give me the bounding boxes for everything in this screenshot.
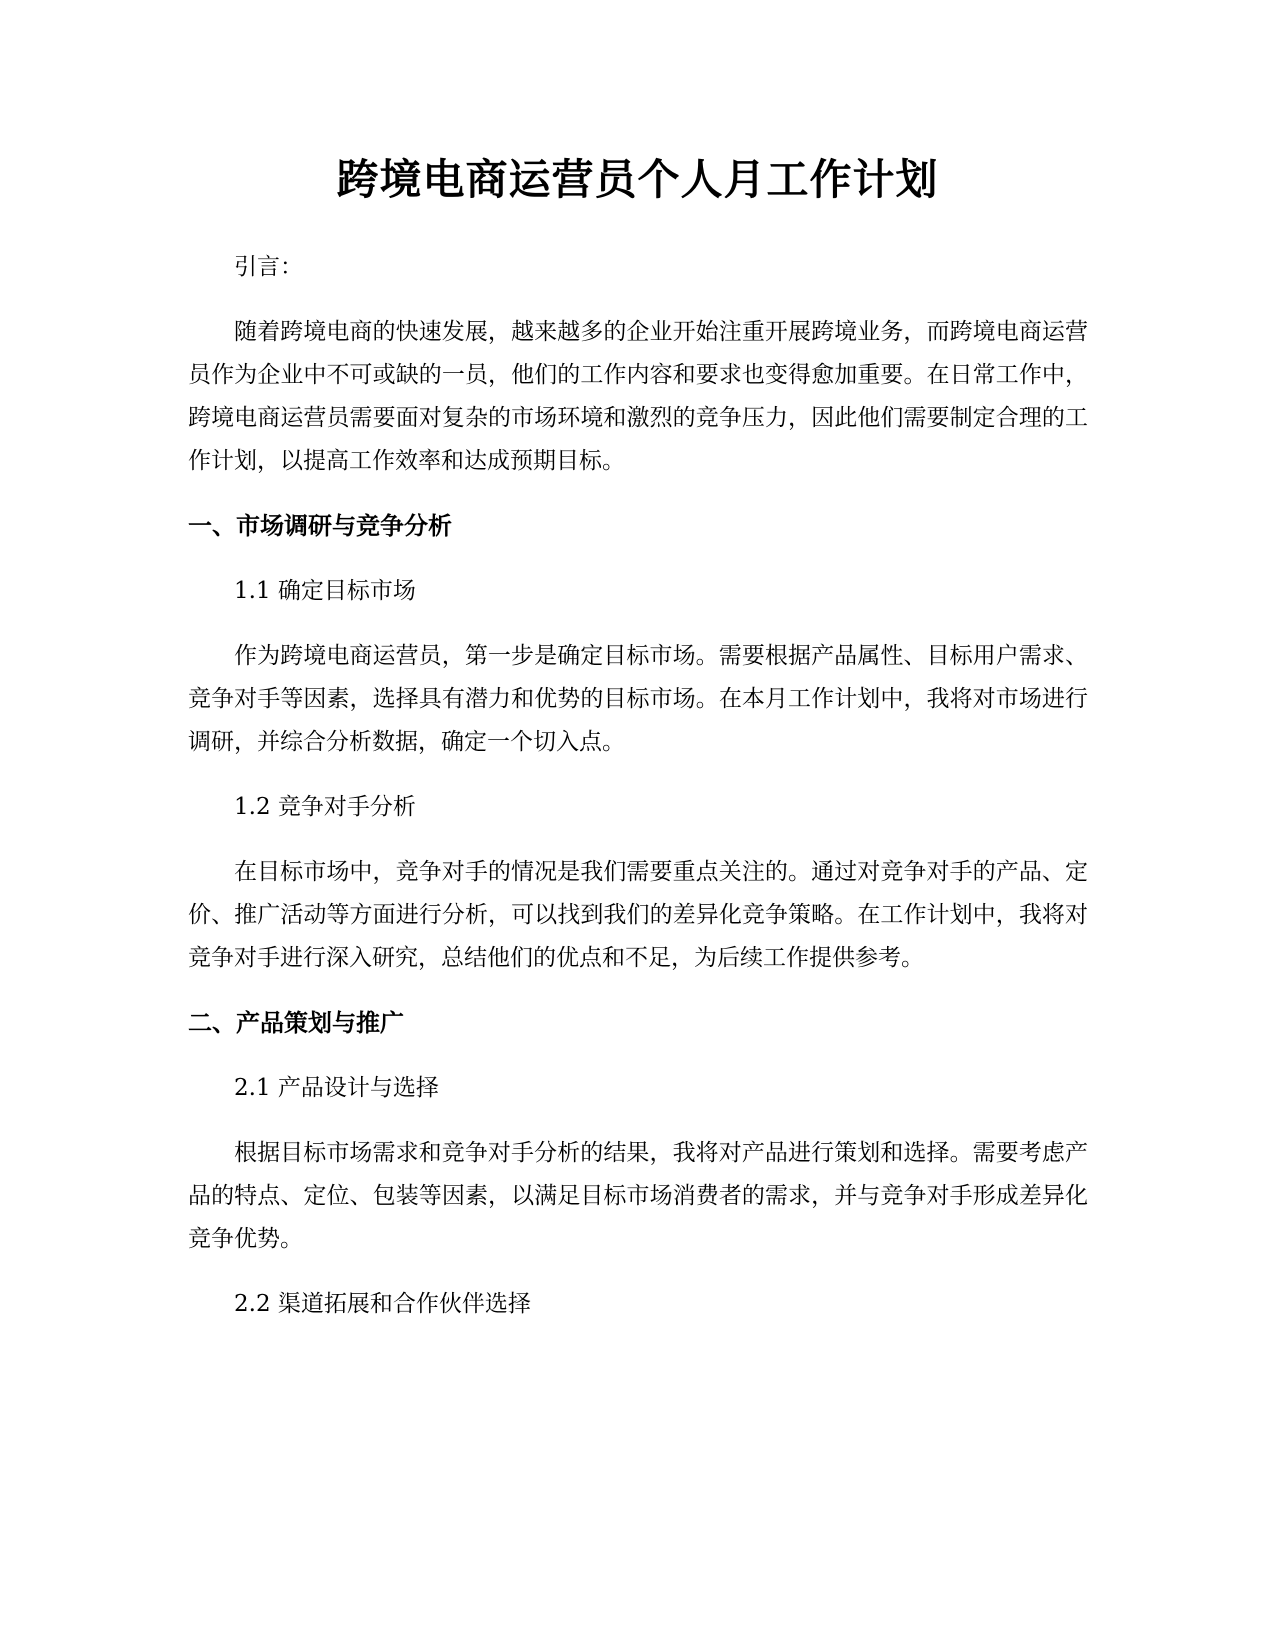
intro-paragraph: 随着跨境电商的快速发展，越来越多的企业开始注重开展跨境业务，而跨境电商运营员作为企业中不可或缺的一员，他们的工作内容和要求也变得愈加重要。在日常工作中，跨境电商运营员需要面对复杂的市场环境和激烈的竞争压力，因此他们需要制定合理的工作计划，以提高工作效率和达成预期目标。 <box>188 319 1088 474</box>
paragraph-competitor-analysis: 在目标市场中，竞争对手的情况是我们需要重点关注的。通过对竞争对手的产品、定价、推广活动等方面进行分析，可以找到我们的差异化竞争策略。在工作计划中，我将对竞争对手进行深入研究，总结他们的优点和不足，为后续工作提供参考。 <box>188 859 1088 971</box>
document-body <box>188 246 1088 1348</box>
subsection-heading-channel-expansion: 2.2 渠道拓展和合作伙伴选择 <box>234 1291 531 1317</box>
subsection-heading-target-market: 1.1 确定目标市场 <box>234 578 416 604</box>
section-heading-product-planning: 二、产品策划与推广 <box>188 1009 404 1037</box>
intro-label: 引言： <box>234 254 303 280</box>
document-title: 跨境电商运营员个人月工作计划 <box>336 155 939 204</box>
paragraph-target-market: 作为跨境电商运营员，第一步是确定目标市场。需要根据产品属性、目标用户需求、竞争对手等因素，选择具有潜力和优势的目标市场。在本月工作计划中，我将对市场进行调研，并综合分析数据，确定一个切入点。 <box>188 643 1088 755</box>
paragraph-product-design: 根据目标市场需求和竞争对手分析的结果，我将对产品进行策划和选择。需要考虑产品的特点、定位、包装等因素，以满足目标市场消费者的需求，并与竞争对手形成差异化竞争优势。 <box>188 1140 1088 1252</box>
subsection-heading-product-design: 2.1 产品设计与选择 <box>234 1075 439 1101</box>
section-heading-market-research: 一、市场调研与竞争分析 <box>188 512 452 540</box>
subsection-heading-competitor-analysis: 1.2 竞争对手分析 <box>234 794 416 820</box>
